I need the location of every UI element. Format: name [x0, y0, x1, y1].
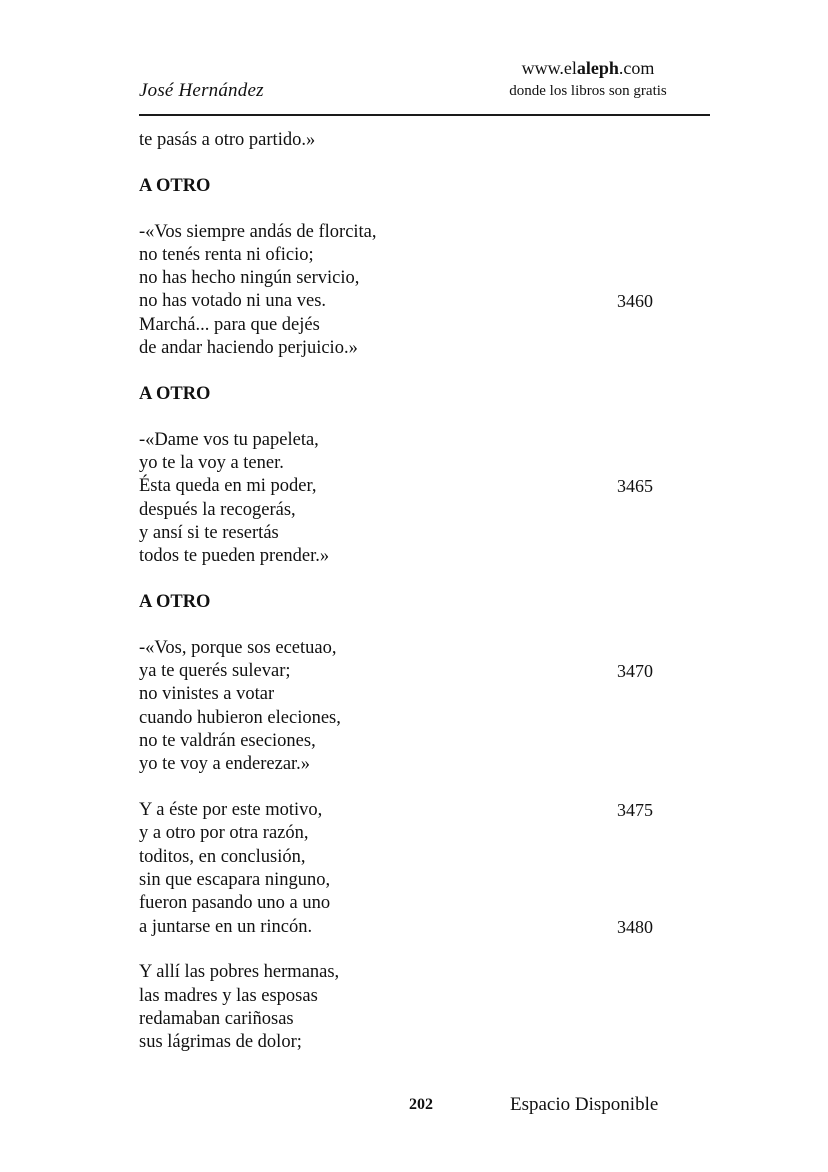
page-number: 202: [409, 1096, 433, 1113]
poem-line: y a otro por otra razón,: [139, 823, 309, 844]
line-number: 3465: [617, 476, 653, 497]
poem-line: no vinistes a votar: [139, 684, 275, 705]
poem-line: sus lágrimas de dolor;: [139, 1032, 302, 1053]
footer-note: Espacio Disponible: [510, 1094, 659, 1115]
line-number: 3470: [617, 661, 653, 682]
poem-line: yo te voy a enderezar.»: [139, 754, 311, 775]
stanza-heading: A OTRO: [139, 591, 211, 612]
line-number: 3480: [617, 916, 653, 937]
poem-line: de andar haciendo perjuicio.»: [139, 338, 358, 359]
poem-line: sin que escapara ninguno,: [139, 869, 331, 890]
line-number: 3460: [617, 291, 653, 312]
poem-line: yo te la voy a tener.: [139, 452, 284, 473]
poem-line: no te valdrán eseciones,: [139, 730, 316, 751]
page-footer: [0, 1094, 828, 1118]
poem-line: -«Dame vos tu papeleta,: [139, 429, 319, 450]
stanza-heading: A OTRO: [139, 175, 211, 196]
poem-line: toditos, en conclusión,: [139, 846, 306, 867]
poem-line: Ésta queda en mi poder, 3465: [139, 475, 699, 498]
poem-line: Marchá... para que dejés: [139, 314, 320, 335]
poem-line: y ansí si te resertás: [139, 522, 279, 543]
line-number: 3475: [617, 800, 653, 821]
site-tagline: donde los libros son gratis: [509, 83, 667, 99]
poem-line: después la recogerás,: [139, 499, 296, 520]
poem-line: -«Vos siempre andás de florcita,: [139, 221, 377, 242]
poem-line: -«Vos, porque sos ecetuao,: [139, 637, 337, 658]
poem-line: te pasás a otro partido.»: [139, 130, 316, 150]
poem-line: fueron pasando uno a uno: [139, 893, 331, 914]
poem-line: todos te pueden prender.»: [139, 546, 330, 567]
poem-line: ya te querés sulevar; 3470: [139, 660, 699, 683]
poem-body: [139, 129, 699, 1055]
poem-line: las madres y las esposas: [139, 985, 318, 1006]
poem-line: redamaban cariñosas: [139, 1008, 294, 1029]
site-url[interactable]: www.elaleph.com: [521, 58, 655, 78]
poem-line: no tenés renta ni oficio;: [139, 244, 314, 265]
page-header: [139, 56, 710, 116]
poem-line: no has votado ni una ves. 3460: [139, 290, 699, 313]
poem-line: cuando hubieron eleciones,: [139, 707, 341, 728]
author-name: José Hernández: [139, 80, 264, 101]
poem-line: a juntarse en un rincón. 3480: [139, 916, 699, 939]
site-block: [488, 56, 688, 102]
poem-line: no has hecho ningún servicio,: [139, 268, 360, 289]
stanza-heading: A OTRO: [139, 383, 211, 404]
poem-line: Y allí las pobres hermanas,: [139, 962, 340, 983]
poem-line: Y a éste por este motivo, 3475: [139, 799, 699, 822]
